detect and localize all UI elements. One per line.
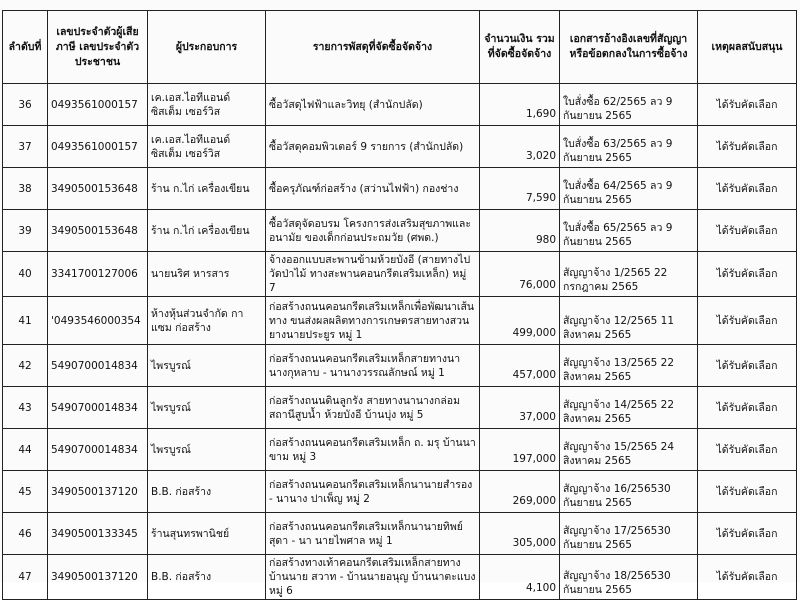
header-vendor: ผู้ประกอบการ <box>148 11 266 84</box>
cell-no: 40 <box>3 252 48 297</box>
cell-tax-id: 3341700127006 <box>48 252 148 297</box>
cell-tax-id: 0493561000157 <box>48 126 148 168</box>
cell-amount: 4,100 <box>480 555 560 600</box>
cell-vendor: ไพรบูรณ์ <box>148 345 266 387</box>
cell-item: ก่อสร้างทางเท้าคอนกรีตเสริมเหล็กสายทางบ้านนาย สวาท - บ้านนายอนุญ บ้านนาตะแบง หมู่ 6 <box>266 555 480 600</box>
cell-doc: ใบสั่งซื้อ 64/2565 ลว 9 กันยายน 2565 <box>560 168 698 210</box>
table-row <box>3 471 797 513</box>
cell-vendor: ร้านสุนทรพานิชย์ <box>148 513 266 555</box>
table-row <box>3 252 797 297</box>
cell-reason: ได้รับคัดเลือก <box>698 387 797 429</box>
cell-tax-id: 0493561000157 <box>48 84 148 126</box>
cell-amount: 499,000 <box>480 297 560 345</box>
cell-vendor: B.B. ก่อสร้าง <box>148 471 266 513</box>
cell-reason: ได้รับคัดเลือก <box>698 345 797 387</box>
cell-reason: ได้รับคัดเลือก <box>698 471 797 513</box>
cell-amount: 1,690 <box>480 84 560 126</box>
header-item: รายการพัสดุที่จัดซื้อจัดจ้าง <box>266 11 480 84</box>
cell-amount: 269,000 <box>480 471 560 513</box>
cell-amount: 3,020 <box>480 126 560 168</box>
cell-reason: ได้รับคัดเลือก <box>698 84 797 126</box>
table-row <box>3 210 797 252</box>
cell-reason: ได้รับคัดเลือก <box>698 126 797 168</box>
header-row <box>3 11 797 84</box>
cell-item: ก่อสร้างถนนคอนกรีตเสริมเหล็กเพื่อพัฒนาเส้นทาง ขนส่งผลผลิตทางการเกษตรสายทางสวนยางนายประยูร หมู่ 1 <box>266 297 480 345</box>
cell-amount: 76,000 <box>480 252 560 297</box>
cell-vendor: เค.เอส.ไอทีแอนด์ ซิสเต็ม เซอร์วิส <box>148 84 266 126</box>
cell-vendor: นายนริศ หารสาร <box>148 252 266 297</box>
cell-no: 39 <box>3 210 48 252</box>
cell-amount: 457,000 <box>480 345 560 387</box>
header-tax-id: เลขประจำตัวผู้เสียภาษี เลขประจำตัวประชาชน <box>48 11 148 84</box>
cell-reason: ได้รับคัดเลือก <box>698 210 797 252</box>
cell-vendor: ห้างหุ้นส่วนจำกัด กาแซม ก่อสร้าง <box>148 297 266 345</box>
cell-vendor: เค.เอส.ไอทีแอนด์ ซิสเต็ม เซอร์วิส <box>148 126 266 168</box>
cell-item: จ้างออกแบบสะพานข้ามห้วยบังอี (สายทางไปวัดป่าไม้ ทางสะพานคอนกรีตเสริมเหล็ก) หมู่ 7 <box>266 252 480 297</box>
table-row <box>3 345 797 387</box>
procurement-table <box>2 10 797 600</box>
cell-item: ก่อสร้างถนนคอนกรีตเสริมเหล็กสายทางนานางกุหลาบ - นานางวรรณลักษณ์ หมู่ 1 <box>266 345 480 387</box>
table-row <box>3 84 797 126</box>
cell-no: 38 <box>3 168 48 210</box>
cell-reason: ได้รับคัดเลือก <box>698 429 797 471</box>
cell-tax-id: 3490500133345 <box>48 513 148 555</box>
cell-item: ก่อสร้างถนนคอนกรีตเสริมเหล็กนานายสำรอง - นานาง ปาเพ็ญ หมู่ 2 <box>266 471 480 513</box>
cell-no: 37 <box>3 126 48 168</box>
header-no: ลำดับที่ <box>3 11 48 84</box>
cell-amount: 197,000 <box>480 429 560 471</box>
cell-tax-id: 3490500153648 <box>48 210 148 252</box>
cell-vendor: ไพรบูรณ์ <box>148 429 266 471</box>
cell-doc: สัญญาจ้าง 13/2565 22 สิงหาคม 2565 <box>560 345 698 387</box>
table-row <box>3 429 797 471</box>
cell-reason: ได้รับคัดเลือก <box>698 252 797 297</box>
table-row <box>3 513 797 555</box>
header-amount: จำนวนเงิน รวมที่จัดซื้อจัดจ้าง <box>480 11 560 84</box>
cell-vendor: ร้าน ก.ไก่ เครื่องเขียน <box>148 168 266 210</box>
cell-vendor: ร้าน ก.ไก่ เครื่องเขียน <box>148 210 266 252</box>
cell-doc: สัญญาจ้าง 1/2565 22 กรกฎาคม 2565 <box>560 252 698 297</box>
cell-tax-id: 3490500153648 <box>48 168 148 210</box>
cell-item: ก่อสร้างถนนคอนกรีตเสริมเหล็ก ถ. มรุ บ้านนาขาม หมู่ 3 <box>266 429 480 471</box>
cell-doc: ใบสั่งซื้อ 63/2565 ลว 9 กันยายน 2565 <box>560 126 698 168</box>
cell-tax-id: 5490700014834 <box>48 345 148 387</box>
cell-doc: ใบสั่งซื้อ 62/2565 ลว 9 กันยายน 2565 <box>560 84 698 126</box>
cell-reason: ได้รับคัดเลือก <box>698 555 797 600</box>
cell-item: ซื้อวัสดุไฟฟ้าและวิทยุ (สำนักปลัด) <box>266 84 480 126</box>
header-reason: เหตุผลสนับสนุน <box>698 11 797 84</box>
cell-no: 41 <box>3 297 48 345</box>
cell-tax-id: 5490700014834 <box>48 387 148 429</box>
cell-no: 44 <box>3 429 48 471</box>
table-row <box>3 387 797 429</box>
cell-tax-id: 3490500137120 <box>48 555 148 600</box>
cell-doc: สัญญาจ้าง 12/2565 11 สิงหาคม 2565 <box>560 297 698 345</box>
cell-no: 47 <box>3 555 48 600</box>
table-row <box>3 126 797 168</box>
cell-reason: ได้รับคัดเลือก <box>698 168 797 210</box>
cell-amount: 37,000 <box>480 387 560 429</box>
table-row <box>3 297 797 345</box>
cell-vendor: B.B. ก่อสร้าง <box>148 555 266 600</box>
cell-amount: 980 <box>480 210 560 252</box>
cell-amount: 7,590 <box>480 168 560 210</box>
cell-reason: ได้รับคัดเลือก <box>698 297 797 345</box>
cell-no: 43 <box>3 387 48 429</box>
cell-vendor: ไพรบูรณ์ <box>148 387 266 429</box>
cell-tax-id: '0493546000354 <box>48 297 148 345</box>
cell-item: ซื้อวัสดุคอมพิวเตอร์ 9 รายการ (สำนักปลัด) <box>266 126 480 168</box>
cell-item: ก่อสร้างถนนคอนกรีตเสริมเหล็กนานายทิพย์สุดา - นา นายไพศาล หมู่ 1 <box>266 513 480 555</box>
cell-doc: สัญญาจ้าง 17/256530 กันยายน 2565 <box>560 513 698 555</box>
cell-no: 46 <box>3 513 48 555</box>
cell-no: 45 <box>3 471 48 513</box>
cell-doc: สัญญาจ้าง 15/2565 24 สิงหาคม 2565 <box>560 429 698 471</box>
cell-tax-id: 3490500137120 <box>48 471 148 513</box>
cell-item: ก่อสร้างถนนดินลูกรัง สายทางนานางกล่อมสถานีสูบน้ำ ห้วยบังอี บ้านบุ่ง หมู่ 5 <box>266 387 480 429</box>
cell-doc: สัญญาจ้าง 18/256530 กันยายน 2565 <box>560 555 698 600</box>
table-row <box>3 168 797 210</box>
cell-item: ซื้อครุภัณฑ์ก่อสร้าง (สว่านไฟฟ้า) กองช่าง <box>266 168 480 210</box>
cell-item: ซื้อวัสดุจัดอบรม โครงการส่งเสริมสุขภาพและอนามัย ของเด็กก่อนประถมวัย (ศพด.) <box>266 210 480 252</box>
cell-doc: ใบสั่งซื้อ 65/2565 ลว 9 กันยายน 2565 <box>560 210 698 252</box>
cell-amount: 305,000 <box>480 513 560 555</box>
cell-doc: สัญญาจ้าง 14/2565 22 สิงหาคม 2565 <box>560 387 698 429</box>
header-doc: เอกสารอ้างอิงเลขที่สัญญา หรือข้อตกลงในการซื้อจ้าง <box>560 11 698 84</box>
cell-tax-id: 5490700014834 <box>48 429 148 471</box>
cell-doc: สัญญาจ้าง 16/256530 กันยายน 2565 <box>560 471 698 513</box>
cell-no: 42 <box>3 345 48 387</box>
table-row <box>3 555 797 600</box>
cell-reason: ได้รับคัดเลือก <box>698 513 797 555</box>
cell-no: 36 <box>3 84 48 126</box>
